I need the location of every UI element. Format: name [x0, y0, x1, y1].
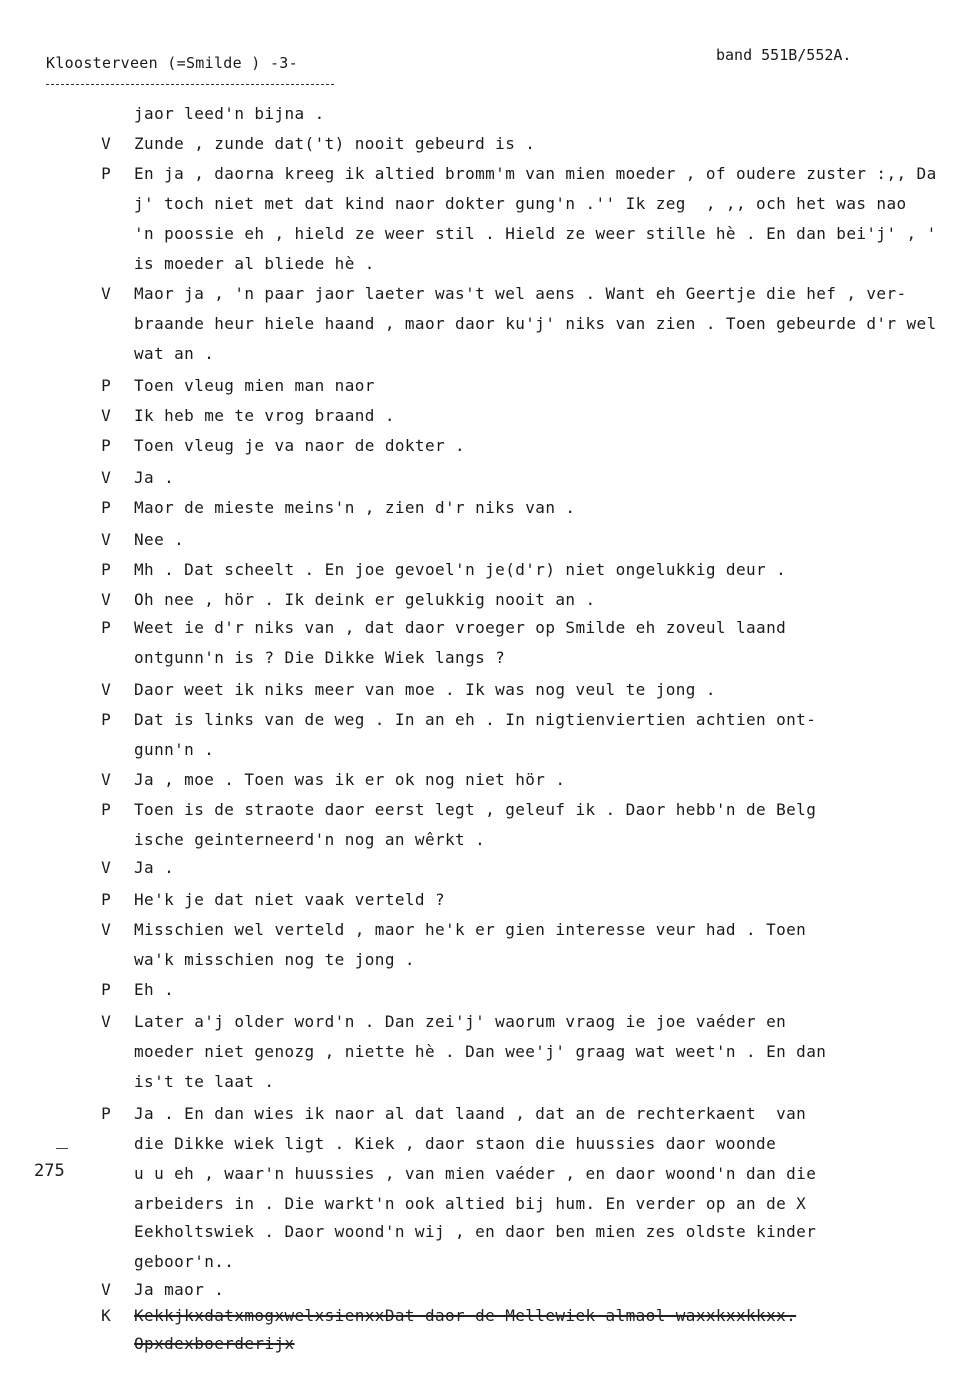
struck-transcript-line: Opxdexboerderijx: [134, 1334, 295, 1353]
speaker-marker: P: [101, 498, 111, 517]
transcript-line: is't te laat .: [134, 1072, 275, 1091]
transcript-line: Ja .: [134, 858, 175, 877]
speaker-marker: V: [101, 770, 111, 789]
transcript-line: Ja .: [134, 468, 175, 487]
transcript-line: Dat is links van de weg . In an eh . In nigtienviertien achtien ont-: [134, 710, 817, 729]
header-underline: [46, 84, 334, 85]
speaker-marker: P: [101, 560, 111, 579]
band-reference: band 551B/552A.: [716, 46, 852, 64]
transcript-line: braande heur hiele haand , maor daor ku'j' niks van zien . Toen gebeurde d'r wel: [134, 314, 937, 333]
transcript-line: ische geinterneerd'n nog an wêrkt .: [134, 830, 486, 849]
speaker-marker: P: [101, 980, 111, 999]
transcript-line: 'n poossie eh , hield ze weer stil . Hield ze weer stille hè . En dan bei'j' , ': [134, 224, 937, 243]
page-header-title: Kloosterveen (=Smilde ) -3-: [46, 54, 298, 72]
transcript-line: j' toch niet met dat kind naor dokter gung'n .'' Ik zeg , ,, och het was nao: [134, 194, 907, 213]
transcript-line: Weet ie d'r niks van , dat daor vroeger op Smilde eh zoveul laand: [134, 618, 787, 637]
speaker-marker: V: [101, 920, 111, 939]
speaker-marker: V: [101, 590, 111, 609]
speaker-marker: V: [101, 1280, 111, 1299]
transcript-line: Toen is de straote daor eerst legt , geleuf ik . Daor hebb'n de Belg: [134, 800, 817, 819]
transcript-line: jaor leed'n bijna .: [134, 104, 325, 123]
speaker-marker: V: [101, 858, 111, 877]
speaker-marker: P: [101, 1104, 111, 1123]
margin-tick: [56, 1148, 68, 1149]
transcript-line: wa'k misschien nog te jong .: [134, 950, 415, 969]
speaker-marker: P: [101, 618, 111, 637]
speaker-marker: P: [101, 800, 111, 819]
speaker-marker: V: [101, 1012, 111, 1031]
transcript-line: is moeder al bliede hè .: [134, 254, 375, 273]
margin-note: 275: [34, 1161, 65, 1181]
transcript-line: Ja maor .: [134, 1280, 225, 1299]
transcript-line: ontgunn'n is ? Die Dikke Wiek langs ?: [134, 648, 506, 667]
transcript-line: moeder niet genozg , niette hè . Dan wee'j' graag wat weet'n . En dan: [134, 1042, 827, 1061]
transcript-line: Ja , moe . Toen was ik er ok nog niet hör .: [134, 770, 566, 789]
transcript-line: Misschien wel verteld , maor he'k er gien interesse veur had . Toen: [134, 920, 807, 939]
speaker-marker: V: [101, 284, 111, 303]
transcript-line: Oh nee , hör . Ik deink er gelukkig nooit an .: [134, 590, 596, 609]
transcript-line: Toen vleug je va naor de dokter .: [134, 436, 466, 455]
transcript-line: Maor ja , 'n paar jaor laeter was't wel aens . Want eh Geertje die hef , ver-: [134, 284, 907, 303]
speaker-marker: P: [101, 164, 111, 183]
speaker-marker: V: [101, 406, 111, 425]
transcript-line: Later a'j older word'n . Dan zei'j' waorum vraog ie joe vaéder en: [134, 1012, 787, 1031]
speaker-marker: V: [101, 530, 111, 549]
transcript-line: Ja . En dan wies ik naor al dat laand , dat an de rechterkaent van: [134, 1104, 807, 1123]
transcript-line: die Dikke wiek ligt . Kiek , daor staon die huussies daor woonde: [134, 1134, 777, 1153]
transcript-line: arbeiders in . Die warkt'n ook altied bij hum. En verder op an de X: [134, 1194, 807, 1213]
transcript-line: Mh . Dat scheelt . En joe gevoel'n je(d'r) niet ongelukkig deur .: [134, 560, 787, 579]
transcript-line: u u eh , waar'n huussies , van mien vaéder , en daor woond'n dan die: [134, 1164, 817, 1183]
transcript-line: Daor weet ik niks meer van moe . Ik was nog veul te jong .: [134, 680, 716, 699]
speaker-marker: V: [101, 134, 111, 153]
speaker-marker: P: [101, 890, 111, 909]
speaker-marker: P: [101, 436, 111, 455]
speaker-marker: V: [101, 680, 111, 699]
speaker-marker: P: [101, 376, 111, 395]
transcript-line: Toen vleug mien man naor: [134, 376, 375, 395]
transcript-line: Nee .: [134, 530, 185, 549]
transcript-line: wat an .: [134, 344, 215, 363]
transcript-line: geboor'n..: [134, 1252, 235, 1271]
transcript-line: He'k je dat niet vaak verteld ?: [134, 890, 446, 909]
transcript-line: Zunde , zunde dat('t) nooit gebeurd is .: [134, 134, 536, 153]
transcript-line: Maor de mieste meins'n , zien d'r niks van .: [134, 498, 576, 517]
transcript-line: Ik heb me te vrog braand .: [134, 406, 395, 425]
speaker-marker: K: [101, 1306, 111, 1325]
transcript-line: Eekholtswiek . Daor woond'n wij , en daor ben mien zes oldste kinder: [134, 1222, 817, 1241]
transcript-line: Eh .: [134, 980, 175, 999]
speaker-marker: V: [101, 468, 111, 487]
transcript-line: En ja , daorna kreeg ik altied bromm'm van mien moeder , of oudere zuster :,, Da: [134, 164, 937, 183]
transcript-line: gunn'n .: [134, 740, 215, 759]
speaker-marker: P: [101, 710, 111, 729]
struck-transcript-line: KekkjkxdatxmogxwelxsienxxDat daor de Mellewiek almaol waxxkxxkkxx.: [134, 1306, 797, 1325]
